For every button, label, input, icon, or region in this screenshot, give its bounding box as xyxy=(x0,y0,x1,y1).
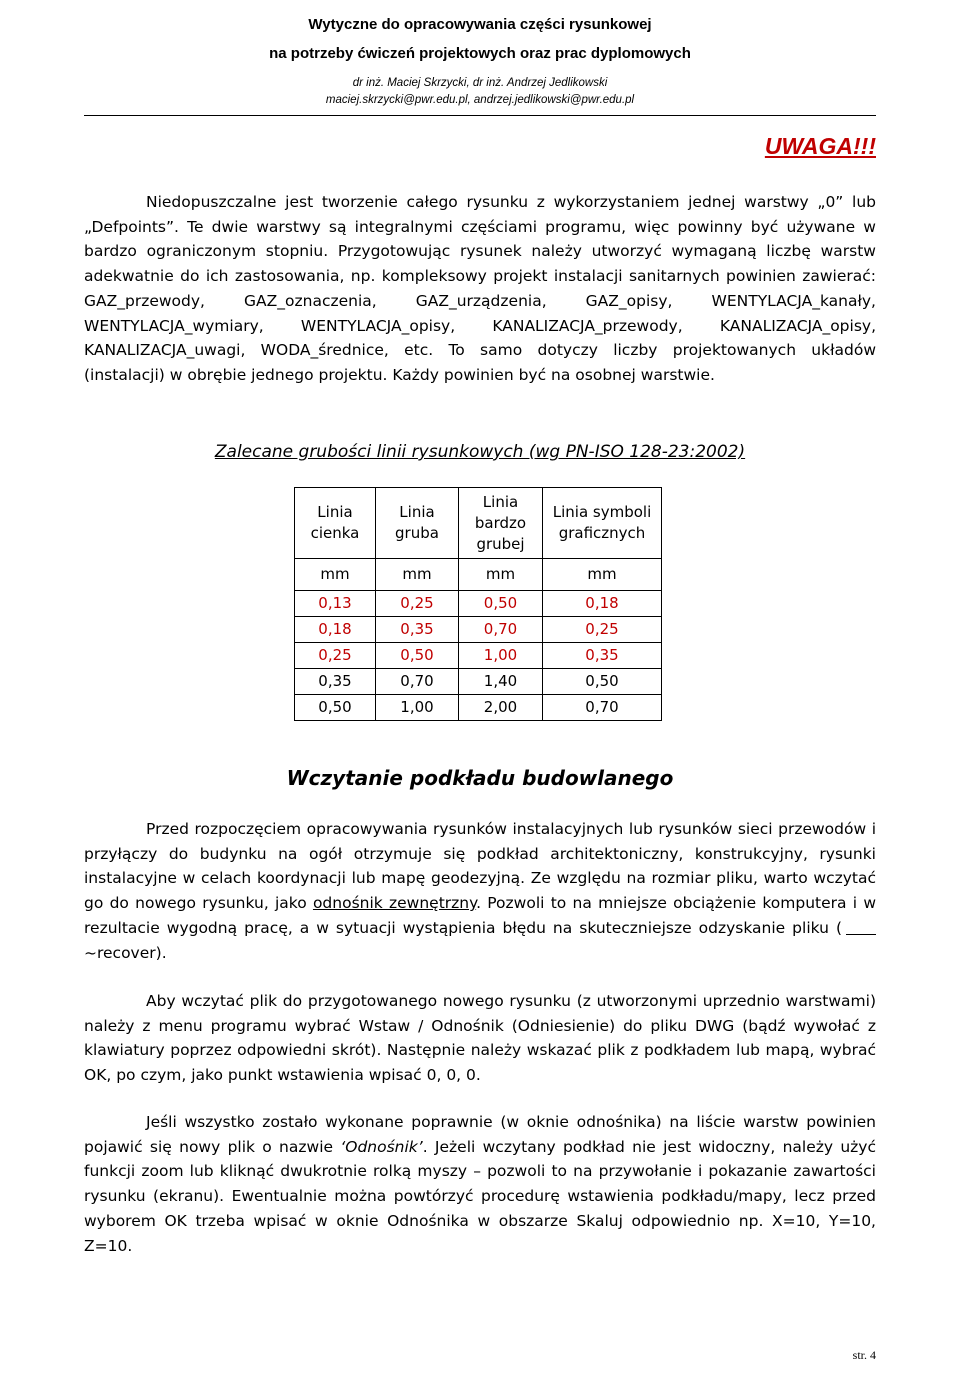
table-cell: 0,70 xyxy=(459,617,543,643)
units-row xyxy=(295,559,662,591)
table-cell: 0,35 xyxy=(295,669,376,695)
table-cell: 1,40 xyxy=(459,669,543,695)
table-cell: 0,70 xyxy=(543,695,662,721)
column-header: Linia bardzo grubej xyxy=(459,488,543,559)
paragraph-text: Jeśli wszystko zostało wykonane poprawnie (w oknie odnośnika) na liście warstw powinien pojawić się nowy plik o nazwie xyxy=(84,1113,876,1156)
paragraph-import-base xyxy=(84,817,876,965)
page-number: str. 4 xyxy=(852,1348,876,1362)
table-cell: 1,00 xyxy=(459,643,543,669)
author-emails: maciej.skrzycki@pwr.edu.pl, andrzej.jedlikowski@pwr.edu.pl xyxy=(325,94,635,106)
table-cell: 0,13 xyxy=(295,591,376,617)
table-cell: 0,50 xyxy=(376,643,459,669)
column-header: Linia symboli graficznych xyxy=(543,488,662,559)
paragraph-text: Przed rozpoczęciem opracowywania rysunków instalacyjnych lub rysunków sieci przewodów i przyłączy do budynku na ogół otrzymuje się podkład architektoniczny, konstrukcyjny, rysunki instalacyjne w celach koordynacji lub mapę geodezyjną. Ze względu na rozmiar pliku, warto wczytać go do nowego rysunku, jako xyxy=(84,820,876,913)
table-cell: 0,70 xyxy=(376,669,459,695)
warning-paragraph: Niedopuszczalne jest tworzenie całego rysunku z wykorzystaniem jednej warstwy „0” lub „Defpoints”. Te dwie warstwy są integralnymi częściami programu, więc powinny być używane w bardzo ograniczonym stopniu. Przygotowując rysunek należy utworzyć wymaganą liczbę warstw adekwatnie do ich zastosowania, np. kompleksowy projekt instalacji sanitarnych powinien zawierać: GAZ_przewody, GAZ_oznaczenia, GAZ_urządzenia, GAZ_opisy, WENTYLACJA_kanały, WENTYLACJA_wymiary, WENTYLACJA_opisy, KANALIZACJA_przewody, KANALIZACJA_opisy, KANALIZACJA_uwagi, WODA_średnice, etc. To samo dotyczy liczby projektowanych układów (instalacji) w obrębie jednego projektu. Każdy powinien być na osobnej warstwie. xyxy=(84,193,876,384)
paragraph-text: . Jeżeli wczytany podkład nie jest widoczny, należy użyć funkcji zoom lub kliknąć dwukrotnie rolką myszy – pozwoli to na przywołanie i pokazanie zawartości rysunku (ekranu). Ewentualnie można powtórzyć procedurę wstawienia podkładu/mapy, lecz przed wyborem OK trzeba wpisać w oknie Odnośnika w obszarze Skaluj odpowiednio np. X=10, Y=10, Z=10. xyxy=(84,1137,876,1255)
blank-underline xyxy=(846,920,876,935)
table-header-row xyxy=(295,488,662,559)
table-cell: 0,35 xyxy=(543,643,662,669)
line-thickness-table xyxy=(294,487,662,721)
warning-title: UWAGA!!! xyxy=(764,133,876,159)
table-cell: 0,25 xyxy=(543,617,662,643)
table-cell: 0,50 xyxy=(459,591,543,617)
table-cell: 2,00 xyxy=(459,695,543,721)
authors: dr inż. Maciej Skrzycki, dr inż. Andrzej Jedlikowski xyxy=(352,77,608,89)
paragraph-insert-steps: Aby wczytać plik do przygotowanego nowego rysunku (z utworzonymi uprzednio warstwami) należy z menu programu wybrać Wstaw / Odnośnik (Odniesienie) do pliku DWG (bądź wywołać z klawiatury poprzez odpowiedni skrót). Następnie należy wskazać plik z podkładem lub mapą, wybrać OK, po czym, jako punkt wstawienia wpisać 0, 0, 0. xyxy=(84,992,876,1085)
table-row xyxy=(295,591,662,617)
table-cell: 0,50 xyxy=(295,695,376,721)
column-header: Linia cienka xyxy=(295,488,376,559)
table-cell: 0,35 xyxy=(376,617,459,643)
reference-name: ‘Odnośnik’ xyxy=(340,1137,423,1156)
header-divider xyxy=(84,115,876,116)
table-cell: 0,25 xyxy=(376,591,459,617)
table-cell: 1,00 xyxy=(376,695,459,721)
paragraph-verification xyxy=(84,1110,876,1258)
section-heading: Wczytanie podkładu budowlanego xyxy=(286,766,674,790)
table-cell: 0,25 xyxy=(295,643,376,669)
table-heading: Zalecane grubości linii rysunkowych (wg PN-ISO 128-23:2002) xyxy=(214,442,746,462)
column-header: Linia gruba xyxy=(376,488,459,559)
unit-cell: mm xyxy=(543,559,662,591)
paragraph-text: ~recover). xyxy=(84,943,167,962)
unit-cell: mm xyxy=(295,559,376,591)
table-cell: 0,18 xyxy=(543,591,662,617)
table-cell: 0,18 xyxy=(295,617,376,643)
unit-cell: mm xyxy=(459,559,543,591)
table-row xyxy=(295,669,662,695)
document-title-line-2: na potrzeby ćwiczeń projektowych oraz prac dyplomowych xyxy=(269,45,691,62)
paragraph-text: . Pozwoli to na mniejsze obciążenie komputera i w rezultacie wygodną pracę, a w sytuacji wystąpienia błędu na skuteczniejsze odzyskanie pliku ( xyxy=(84,894,876,937)
table-cell: 0,50 xyxy=(543,669,662,695)
document-title-line-1: Wytyczne do opracowywania części rysunkowej xyxy=(308,16,652,33)
table-row xyxy=(295,695,662,721)
external-reference-term: odnośnik zewnętrzny xyxy=(312,894,477,913)
unit-cell: mm xyxy=(376,559,459,591)
table-row xyxy=(295,643,662,669)
table-row xyxy=(295,617,662,643)
